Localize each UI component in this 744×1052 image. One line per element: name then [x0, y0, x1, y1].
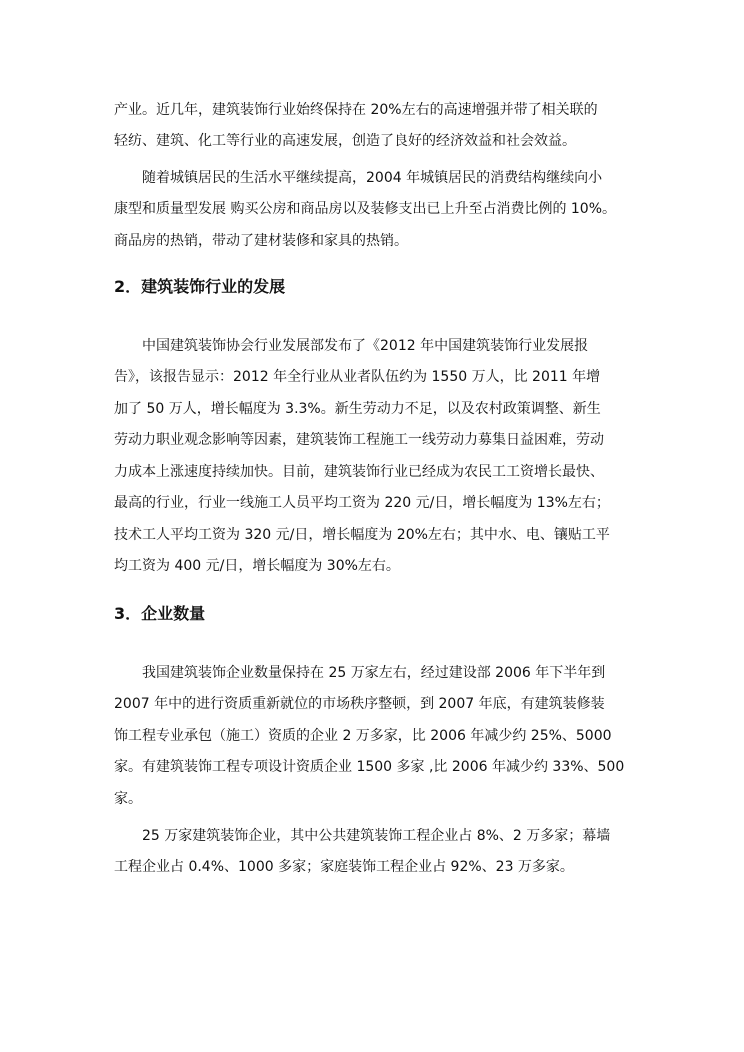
section-3-p2-line-1: 25 万家建筑装饰企业，其中公共建筑装饰工程企业占 8%、2 万多家；幕墙: [142, 828, 611, 844]
intro-p2-line-1: 随着城镇居民的生活水平继续提高，2004 年城镇居民的消费结构继续向小: [142, 170, 603, 186]
section-2-line-7: 技术工人平均工资为 320 元/日，增长幅度为 20%左右；其中水、电、镶贴工平: [114, 527, 610, 543]
intro-p1-line-2: 轻纺、建筑、化工等行业的高速发展，创造了良好的经济效益和社会效益。: [114, 133, 576, 149]
section-3-line-2: 2007 年中的进行资质重新就位的市场秩序整顿，到 2007 年底，有建筑装修装: [114, 696, 605, 712]
section-3-line-3: 饰工程专业承包（施工）资质的企业 2 万多家，比 2006 年减少约 25%、5000: [114, 728, 612, 744]
section-2-line-6: 最高的行业，行业一线施工人员平均工资为 220 元/日，增长幅度为 13%左右；: [114, 495, 610, 511]
section-3-line-1: 我国建筑装饰企业数量保持在 25 万家左右，经过建设部 2006 年下半年到: [142, 665, 606, 681]
section-2-heading: 2．建筑装饰行业的发展: [114, 277, 286, 296]
section-2-line-1: 中国建筑装饰协会行业发展部发布了《2012 年中国建筑装饰行业发展报: [142, 338, 589, 354]
section-3-line-4: 家。有建筑装饰工程专项设计资质企业 1500 多家 ,比 2006 年减少约 33%、500: [114, 759, 625, 775]
section-2-line-8: 均工资为 400 元/日，增长幅度为 30%左右。: [114, 558, 400, 574]
intro-p2-line-2: 康型和质量型发展 购买公房和商品房以及装修支出已上升至占消费比例的 10%。: [114, 201, 617, 217]
section-3-p2-line-2: 工程企业占 0.4%、1000 多家；家庭装饰工程企业占 92%、23 万多家。: [114, 859, 574, 875]
section-2-line-5: 力成本上涨速度持续加快。目前，建筑装饰行业已经成为农民工工资增长最快、: [114, 464, 604, 480]
section-3-heading: 3．企业数量: [114, 604, 206, 623]
section-2-line-2: 告》，该报告显示：2012 年全行业从业者队伍约为 1550 万人，比 2011 年增: [114, 369, 601, 385]
section-2-line-3: 加了 50 万人，增长幅度为 3.3%。新生劳动力不足，以及农村政策调整、新生: [114, 401, 601, 417]
intro-p1-line-1: 产业。近几年，建筑装饰行业始终保持在 20%左右的高速增强并带了相关联的: [114, 102, 598, 118]
section-3-line-5: 家。: [114, 791, 142, 807]
intro-p2-line-3: 商品房的热销，带动了建材装修和家具的热销。: [114, 233, 408, 249]
section-2-line-4: 劳动力职业观念影响等因素，建筑装饰工程施工一线劳动力募集日益困难，劳动: [114, 432, 604, 448]
